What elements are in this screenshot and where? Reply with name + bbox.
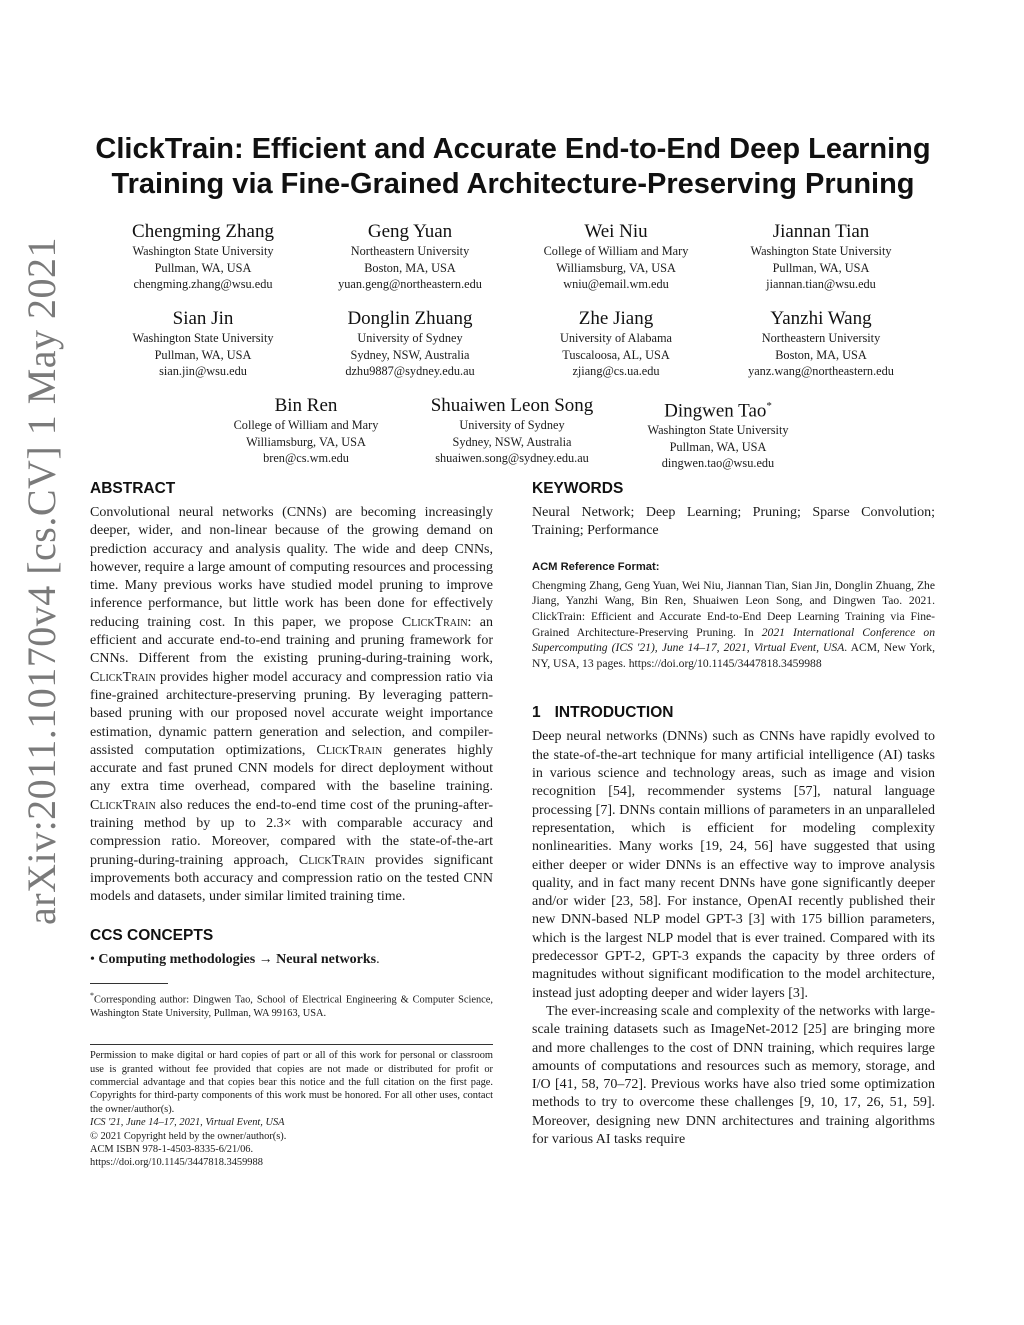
corresponding-author-footnote: *Corresponding author: Dingwen Tao, School of Electrical Engineering & Computer Science, Washington State University, Pullman, WA 99163, USA. — [90, 990, 493, 1019]
abstract-text: Convolutional neural networks (CNNs) are becoming increasingly deeper, wider, and non-linear because of the growing demand on prediction accuracy and analysis quality. The wide and deep CNNs, however, require a large amount of computing resources and processing time. Many previous works have studied model pruning to improve inference performance, but little work has been done for effectively reducing training cost. In this paper, we propose ClickTrain: an efficient and accurate end-to-end training and pruning framework for CNNs. Different from the existing pruning-during-training work, ClickTrain provides higher model accuracy and compression ratio via fine-grained architecture-preserving pruning. By leveraging pattern-based pruning with our proposed novel accurate weight importance estimation, dynamic pattern generation and selection, and compiler-assisted computation optimizations, ClickTrain generates highly accurate and fast pruned CNN models for direct deployment without any extra time overhead, compared with the baseline training. ClickTrain also reduces the end-to-end time cost of the pruning-after-training method by up to 2.3× with comparable accuracy and compression ratio. Moreover, compared with the state-of-the-art pruning-during-training approach, ClickTrain provides significant improvements both accuracy and compression ratio on the tested CNN models and datasets, under similar limited training time. — [90, 505, 494, 905]
author-location: Sydney, NSW, Australia — [452, 434, 572, 449]
author-block — [206, 395, 406, 467]
author-block — [310, 308, 510, 380]
permission-rule — [90, 1044, 493, 1045]
author-affiliation: Northeastern University — [761, 331, 881, 345]
ccs-concept-item: • Computing methodologies → Neural networks. — [90, 951, 380, 967]
author-affiliation: University of Alabama — [559, 331, 672, 345]
author-name: Shuaiwen Leon Song — [430, 395, 594, 416]
author-name: Wei Niu — [584, 221, 648, 242]
ccs-concepts-heading: CCS CONCEPTS — [90, 926, 214, 944]
author-block — [310, 221, 510, 293]
author-location: Pullman, WA, USA — [154, 260, 252, 275]
footnote-rule — [90, 983, 168, 984]
author-block — [103, 308, 303, 380]
author-name: Dingwen Tao* — [664, 400, 772, 422]
author-location: Williamsburg, VA, USA — [556, 260, 676, 275]
author-block — [516, 308, 716, 380]
author-name: Sian Jin — [172, 308, 234, 329]
doi-link[interactable]: https://doi.org/10.1145/3447818.3459988 — [90, 1157, 263, 1169]
author-affiliation: Washington State University — [750, 244, 892, 258]
author-affiliation: Northeastern University — [350, 244, 470, 258]
keywords-heading: KEYWORDS — [532, 480, 624, 497]
right-column — [532, 480, 935, 1149]
author-email[interactable]: dingwen.tao@wsu.edu — [661, 456, 775, 471]
permission-notice: Permission to make digital or hard copies of part or all of this work for personal or classroom use is granted without fee provided that copies are not made or distributed for profit or commercial advantage and that copies bear this notice and the full citation on the first page. Copyrights for third-party components of this work must be honored. For all other uses, contact the owner/author(s). — [90, 1050, 493, 1115]
author-location: Williamsburg, VA, USA — [246, 434, 366, 449]
conference-venue: ICS '21, June 14–17, 2021, Virtual Event, USA — [90, 1117, 285, 1129]
author-name: Bin Ren — [274, 395, 338, 416]
author-location: Pullman, WA, USA — [669, 439, 767, 454]
author-block — [516, 221, 716, 293]
author-location: Pullman, WA, USA — [154, 347, 252, 362]
author-name: Yanzhi Wang — [770, 308, 872, 329]
author-location: Tuscaloosa, AL, USA — [562, 347, 670, 362]
introduction-paragraph: Deep neural networks (DNNs) such as CNNs have rapidly evolved to the state-of-the-art technique for many artificial intelligence (AI) tasks in various science and technology areas, such as image and vision recognition [54], recommender systems [57], natural language processing [7]. DNNs contain millions of parameters in an unparalleled representation, which is efficient for modeling complexity nonlinearities. Many works [19, 24, 56] have suggested that using either deeper or wider DNNs is an effective way to improve analysis quality, and in fact many recent DNNs have gone significantly deeper and/or wider [23, 58]. For instance, OpenAI recently published their new DNN-based NLP model GPT-3 [3] with 175 billion parameters, which is the largest NLP model that is ever trained. Compared with its predecessor GPT-2, GPT-3 expands the capacity by three orders of magnitudes without significant modification to the model architecture, instead just adopting deeper and wider layers [3]. — [532, 729, 935, 1001]
author-block — [618, 395, 818, 472]
author-email[interactable]: bren@cs.wm.edu — [263, 451, 349, 465]
author-block — [103, 221, 303, 293]
keywords-text: Neural Network; Deep Learning; Pruning; Sparse Convolution; Training; Performance — [532, 505, 935, 539]
author-block — [402, 395, 622, 467]
author-affiliation: Washington State University — [647, 423, 789, 438]
author-location: Boston, MA, USA — [364, 260, 456, 275]
author-affiliation: College of William and Mary — [543, 244, 689, 258]
acm-reference-label: ACM Reference Format: — [532, 560, 660, 573]
isbn: ACM ISBN 978-1-4503-8335-6/21/06. — [90, 1143, 254, 1155]
author-location: Pullman, WA, USA — [772, 260, 870, 275]
arxiv-identifier: arXiv:2011.10170v4 [cs.CV] 1 May 2021 — [19, 236, 64, 925]
copyright-notice: © 2021 Copyright held by the owner/author(s). — [90, 1130, 287, 1142]
author-email[interactable]: shuaiwen.song@sydney.edu.au — [435, 451, 589, 465]
abstract-heading: ABSTRACT — [90, 480, 176, 497]
paper-title: ClickTrain: Efficient and Accurate End-to-End Deep Learning Training via Fine-Grained Architecture-Preserving Pruning — [95, 133, 931, 200]
author-location: Sydney, NSW, Australia — [350, 347, 470, 362]
author-name: Jiannan Tian — [772, 221, 870, 242]
author-affiliation: Washington State University — [132, 244, 274, 258]
author-block — [721, 308, 921, 380]
author-name: Geng Yuan — [367, 221, 453, 242]
author-email[interactable]: dzhu9887@sydney.edu.au — [345, 364, 475, 378]
author-email[interactable]: sian.jin@wsu.edu — [159, 364, 247, 378]
author-email[interactable]: chengming.zhang@wsu.edu — [133, 277, 273, 291]
author-affiliation: Washington State University — [132, 331, 274, 345]
author-name: Donglin Zhuang — [347, 308, 473, 329]
author-location: Boston, MA, USA — [775, 347, 867, 362]
author-email[interactable]: yanz.wang@northeastern.edu — [748, 364, 894, 378]
introduction-heading: 1 INTRODUCTION — [532, 704, 674, 722]
introduction-paragraph: The ever-increasing scale and complexity of the networks with large-scale training datasets such as ImageNet-2012 [25] are bringing more and more challenges to the cost of DNN training, which requires large amounts of computations and resources such as memory, storage, and I/O [41, 58, 70–72]. Previous works have also tried some optimization methods to try to overcome these challenges [9, 10, 17, 26, 51, 59]. Moreover, designing new DNN architectures and training algorithms for various AI tasks require — [532, 1003, 935, 1147]
left-column — [90, 480, 493, 1170]
author-email[interactable]: yuan.geng@northeastern.edu — [338, 277, 482, 291]
author-name: Chengming Zhang — [132, 221, 274, 242]
acm-reference-text: Chengming Zhang, Geng Yuan, Wei Niu, Jiannan Tian, Sian Jin, Donglin Zhuang, Zhe Jiang, Yanzhi Wang, Bin Ren, Shuaiwen Leon Song, and Dingwen Tao. 2021. ClickTrain: Efficient and Accurate End-to-End Deep Learning Training via Fine-Grained Architecture-Preserving Pruning. In 2021 International Conference on Supercomputing (ICS '21), June 14–17, 2021, Virtual Event, USA. ACM, New York, NY, USA, 13 pages. https://doi.org/10.1145/3447818.3459988 — [532, 578, 935, 670]
author-block — [721, 221, 921, 293]
author-affiliation: University of Sydney — [357, 331, 463, 345]
author-email[interactable]: wniu@email.wm.edu — [563, 277, 669, 291]
author-name: Zhe Jiang — [578, 308, 654, 329]
author-affiliation: University of Sydney — [459, 418, 565, 432]
author-affiliation: College of William and Mary — [233, 418, 379, 432]
author-email[interactable]: zjiang@cs.ua.edu — [572, 364, 660, 378]
author-footnote-mark: * — [766, 400, 772, 412]
author-email[interactable]: jiannan.tian@wsu.edu — [766, 277, 876, 291]
